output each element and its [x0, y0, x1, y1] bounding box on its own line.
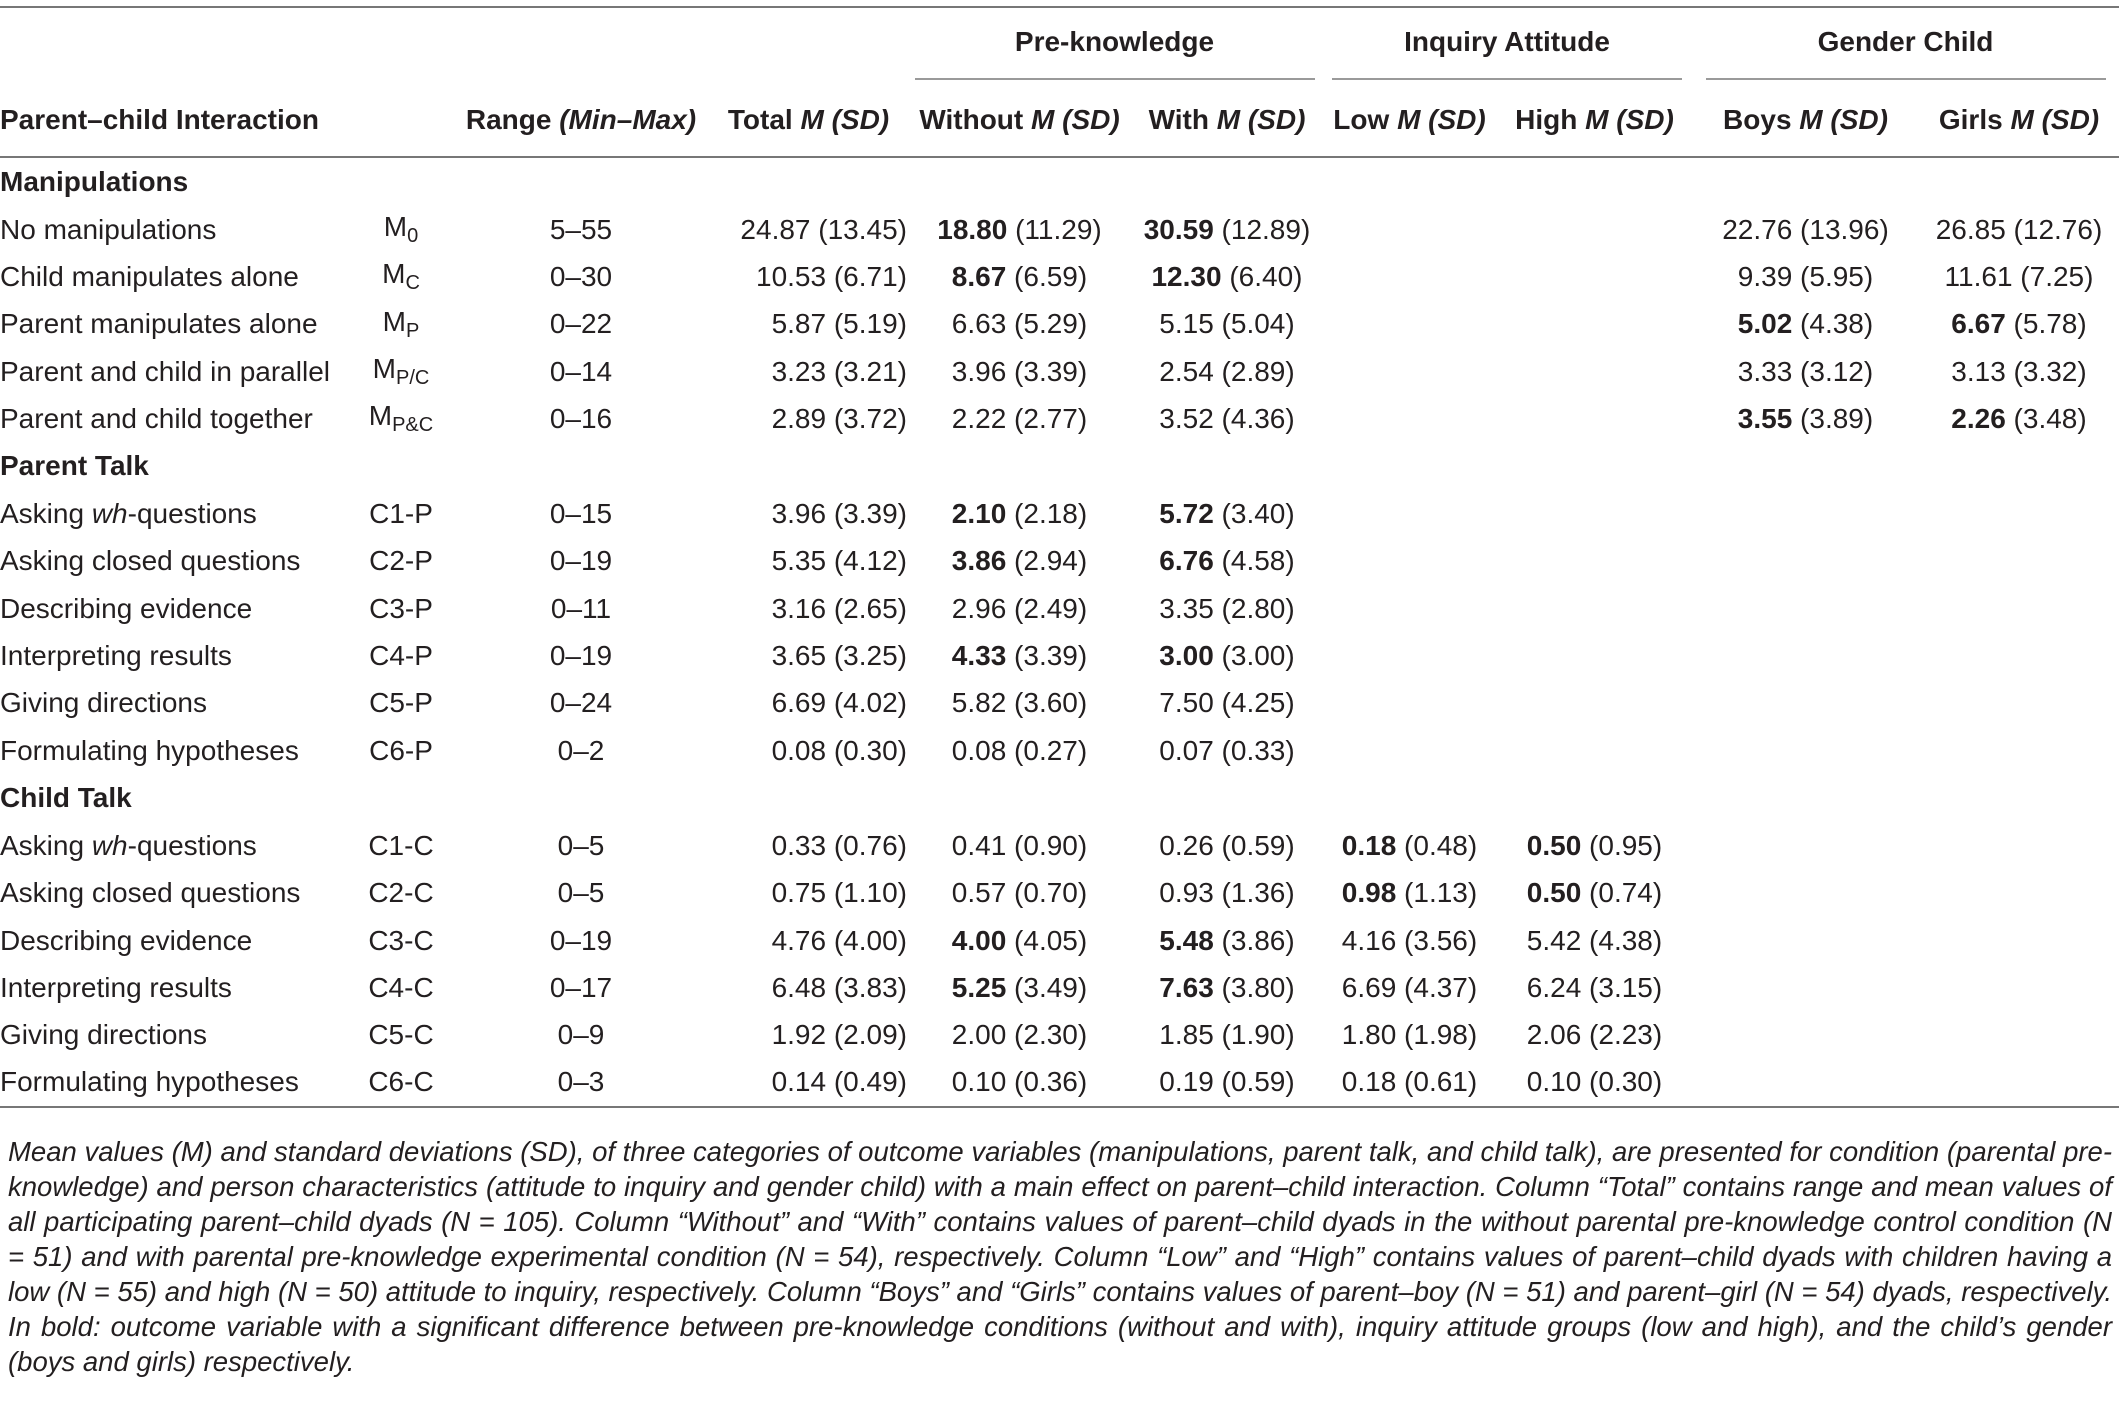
- range-cell: 0–5: [557, 877, 605, 909]
- total-cell: 3.16 (2.65): [771, 592, 907, 624]
- high-cell: [1497, 538, 1692, 585]
- table-row: [0, 301, 2119, 348]
- table-row: [0, 1011, 2119, 1058]
- total-cell: 5.35 (4.12): [771, 545, 907, 577]
- without-cell: 0.57 (0.70): [951, 877, 1088, 909]
- low-cell: [1322, 490, 1497, 537]
- without-cell: 0.10 (0.36): [907, 1059, 1132, 1107]
- table-row: [0, 585, 2119, 632]
- boys-cell: [1692, 680, 1919, 727]
- range-cell: 0–15: [549, 498, 613, 530]
- low-cell: [1322, 538, 1497, 585]
- section-row: [0, 442, 2119, 490]
- without-cell: 0.08 (0.27): [951, 734, 1088, 766]
- range-cell: 0–2: [557, 734, 605, 766]
- girls-cell: [1919, 917, 2119, 964]
- row-label: Asking wh-questions: [0, 498, 257, 530]
- high-cell: 5.42 (4.38): [1526, 924, 1663, 956]
- high-cell: [1497, 348, 1692, 395]
- row-label: Asking wh-questions: [0, 829, 257, 861]
- range-cell: 0–22: [549, 308, 613, 340]
- total-cell: 5.87 (5.19): [771, 308, 907, 340]
- low-cell: [1322, 632, 1497, 679]
- row-label: Parent and child together: [0, 402, 313, 434]
- row-label: Parent and child in parallel: [0, 355, 330, 387]
- girls-cell: [1919, 490, 2119, 537]
- low-cell: 1.80 (1.98): [1341, 1019, 1478, 1051]
- table-row: [0, 253, 2119, 300]
- range-cell: 0–11: [550, 592, 612, 624]
- high-cell: 0.50 (0.74): [1526, 877, 1663, 909]
- girls-cell: [1919, 538, 2119, 585]
- row-code: C4-P: [369, 640, 433, 672]
- table-row: [0, 395, 2119, 442]
- with-cell: 3.52 (4.36): [1159, 402, 1295, 434]
- girls-cell: [1919, 1059, 2119, 1107]
- table-row: [0, 206, 2119, 253]
- without-cell: 2.22 (2.77): [951, 402, 1088, 434]
- table-row: [0, 632, 2119, 679]
- with-cell: 6.76 (4.58): [1159, 545, 1295, 577]
- low-cell: [1322, 206, 1497, 253]
- range-cell: 0–19: [549, 640, 613, 672]
- section-title: Child Talk: [0, 782, 132, 814]
- low-cell: 0.18 (0.48): [1341, 829, 1478, 861]
- low-cell: [1322, 348, 1497, 395]
- range-cell: 5–55: [549, 213, 613, 245]
- without-cell: 3.86 (2.94): [951, 545, 1088, 577]
- boys-cell: [1692, 538, 1919, 585]
- high-cell: 0.10 (0.30): [1497, 1059, 1692, 1107]
- with-cell: 7.63 (3.80): [1159, 971, 1295, 1003]
- group-gender-child: Gender Child: [1706, 12, 2106, 80]
- with-cell: 0.26 (0.59): [1159, 829, 1295, 861]
- row-code: C1-P: [369, 498, 433, 530]
- with-cell: 12.30 (6.40): [1151, 260, 1303, 292]
- row-label: Interpreting results: [0, 971, 232, 1003]
- boys-cell: 9.39 (5.95): [1737, 260, 1874, 292]
- col-boys: Boys M (SD): [1692, 84, 1919, 157]
- with-cell: 0.19 (0.59): [1132, 1059, 1322, 1107]
- boys-cell: [1692, 490, 1919, 537]
- high-cell: [1497, 206, 1692, 253]
- col-girls: Girls M (SD): [1919, 84, 2119, 157]
- range-cell: 0–14: [549, 355, 613, 387]
- low-cell: [1322, 680, 1497, 727]
- row-code: $M_P$: [382, 305, 420, 342]
- col-with: With M (SD): [1132, 84, 1322, 157]
- without-cell: 2.10 (2.18): [951, 498, 1088, 530]
- row-label: Giving directions: [0, 687, 207, 719]
- table-row: [0, 727, 2119, 774]
- high-cell: [1497, 680, 1692, 727]
- row-code: $M_{P/C}$: [372, 353, 430, 390]
- table-row: [0, 348, 2119, 395]
- low-cell: [1322, 395, 1497, 442]
- total-cell: 24.87 (13.45): [740, 213, 907, 245]
- low-cell: 4.16 (3.56): [1341, 924, 1478, 956]
- range-cell: 0–9: [557, 1019, 605, 1051]
- table-row: [0, 538, 2119, 585]
- without-cell: 5.25 (3.49): [951, 971, 1088, 1003]
- section-title: Manipulations: [0, 166, 189, 197]
- low-cell: 0.98 (1.13): [1341, 877, 1478, 909]
- total-cell: 3.23 (3.21): [771, 355, 907, 387]
- row-code: C2-C: [368, 877, 434, 909]
- col-total: Total M (SD): [710, 84, 907, 157]
- column-header-row: [0, 84, 2119, 157]
- without-cell: 2.00 (2.30): [951, 1019, 1088, 1051]
- with-cell: 5.48 (3.86): [1159, 924, 1295, 956]
- total-cell: 0.08 (0.30): [771, 734, 907, 766]
- low-cell: 6.69 (4.37): [1341, 971, 1478, 1003]
- high-cell: [1497, 253, 1692, 300]
- with-cell: 3.35 (2.80): [1159, 592, 1295, 624]
- with-cell: 1.85 (1.90): [1159, 1019, 1295, 1051]
- without-cell: 8.67 (6.59): [951, 260, 1088, 292]
- row-label: Asking closed questions: [0, 877, 301, 909]
- without-cell: 4.00 (4.05): [951, 924, 1088, 956]
- without-cell: 0.41 (0.90): [951, 829, 1088, 861]
- table-row: [0, 870, 2119, 917]
- low-cell: 0.18 (0.61): [1322, 1059, 1497, 1107]
- without-cell: 5.82 (3.60): [951, 687, 1088, 719]
- group-inquiry-attitude: Inquiry Attitude: [1332, 12, 1682, 80]
- low-cell: [1322, 253, 1497, 300]
- with-cell: 5.15 (5.04): [1159, 308, 1295, 340]
- row-label: Formulating hypotheses: [0, 734, 299, 766]
- girls-cell: [1919, 822, 2119, 869]
- total-cell: 6.48 (3.83): [771, 971, 907, 1003]
- boys-cell: [1692, 585, 1919, 632]
- total-cell: 4.76 (4.00): [771, 924, 907, 956]
- row-code: C3-P: [369, 592, 433, 624]
- total-cell: 3.96 (3.39): [771, 498, 907, 530]
- row-label: Describing evidence: [0, 924, 253, 956]
- table-row: [0, 680, 2119, 727]
- girls-cell: 3.13 (3.32): [1951, 355, 2087, 387]
- table-row: [0, 822, 2119, 869]
- range-cell: 0–5: [557, 829, 605, 861]
- row-label: Child manipulates alone: [0, 260, 299, 292]
- girls-cell: 26.85 (12.76): [1935, 213, 2103, 245]
- high-cell: 0.50 (0.95): [1526, 829, 1663, 861]
- high-cell: [1497, 727, 1692, 774]
- without-cell: 2.96 (2.49): [951, 592, 1088, 624]
- range-cell: 0–3: [452, 1059, 710, 1107]
- girls-cell: 11.61 (7.25): [1944, 260, 2094, 292]
- boys-cell: [1692, 727, 1919, 774]
- row-label: Parent manipulates alone: [0, 308, 318, 340]
- total-cell: 3.65 (3.25): [771, 640, 907, 672]
- high-cell: [1497, 490, 1692, 537]
- high-cell: [1497, 301, 1692, 348]
- section-title: Parent Talk: [0, 450, 149, 482]
- col-high: High M (SD): [1497, 84, 1692, 157]
- table-row: [0, 1059, 2119, 1107]
- row-label: Formulating hypotheses: [0, 1059, 350, 1107]
- with-cell: 0.93 (1.36): [1159, 877, 1295, 909]
- col-interaction: Parent–child Interaction: [0, 84, 452, 157]
- low-cell: [1322, 585, 1497, 632]
- girls-cell: [1919, 680, 2119, 727]
- row-label: Interpreting results: [0, 640, 232, 672]
- girls-cell: 2.26 (3.48): [1951, 402, 2087, 434]
- range-cell: 0–16: [549, 402, 613, 434]
- boys-cell: [1692, 917, 1919, 964]
- row-code: C1-C: [368, 829, 434, 861]
- row-label: Giving directions: [0, 1019, 207, 1051]
- girls-cell: [1919, 727, 2119, 774]
- row-code: C6-P: [369, 734, 433, 766]
- col-range: Range (Min–Max): [452, 84, 710, 157]
- with-cell: 2.54 (2.89): [1159, 355, 1295, 387]
- boys-cell: [1692, 870, 1919, 917]
- col-without: Without M (SD): [907, 84, 1132, 157]
- table-footnote: Mean values (M) and standard deviations (SD), of three categories of outcome variables (manipulations, parent talk, and child talk), are presented for condition (parental pre-knowledge) and person characteristics (attitude to inquiry and gender child) with a main effect on parent–child interaction. Column “Total” contains range and mean values of all participating parent–child dyads (N = 105). Column “Without” and “With” contains values of parent–child dyads in the without parental pre-knowledge control condition (N = 51) and with parental pre-knowledge experimental condition (N = 54), respectively. Column “Low” and “High” contains values of parent–child dyads with children having a low (N = 55) and high (N = 50) attitude to inquiry, respectively. Column “Boys” and “Girls” contains values of parent–boy (N = 51) and parent–girl (N = 54) dyads, respectively. In bold: outcome variable with a significant difference between pre-knowledge conditions (without and with), inquiry attitude groups (low and high), and the child’s gender (boys and girls) respectively.: [8, 1136, 2112, 1377]
- without-cell: 18.80 (11.29): [937, 213, 1102, 245]
- row-label: No manipulations: [0, 213, 217, 245]
- section-row: [0, 774, 2119, 822]
- total-cell: 10.53 (6.71): [756, 260, 907, 292]
- without-cell: 3.96 (3.39): [951, 355, 1088, 387]
- boys-cell: 3.33 (3.12): [1737, 355, 1874, 387]
- row-label: Describing evidence: [0, 592, 253, 624]
- row-label: Asking closed questions: [0, 545, 301, 577]
- high-cell: 2.06 (2.23): [1526, 1019, 1663, 1051]
- low-cell: [1322, 301, 1497, 348]
- section-row: [0, 157, 2119, 206]
- table-body: [0, 157, 2119, 1107]
- range-cell: 0–24: [549, 687, 613, 719]
- with-cell: 7.50 (4.25): [1159, 687, 1295, 719]
- group-pre-knowledge: Pre-knowledge: [915, 12, 1315, 80]
- girls-cell: [1919, 964, 2119, 1011]
- high-cell: [1497, 632, 1692, 679]
- row-code: $M_C$: [382, 258, 420, 295]
- table-row: [0, 964, 2119, 1011]
- boys-cell: [1692, 1059, 1919, 1107]
- high-cell: [1497, 585, 1692, 632]
- group-header-row: [0, 7, 2119, 84]
- range-cell: 0–30: [549, 260, 613, 292]
- with-cell: 3.00 (3.00): [1159, 640, 1295, 672]
- high-cell: 6.24 (3.15): [1526, 971, 1663, 1003]
- row-code: C4-C: [368, 971, 434, 1003]
- boys-cell: 5.02 (4.38): [1737, 308, 1874, 340]
- boys-cell: [1692, 822, 1919, 869]
- range-cell: 0–19: [549, 924, 613, 956]
- total-cell: 0.14 (0.49): [710, 1059, 907, 1107]
- girls-cell: [1919, 632, 2119, 679]
- range-cell: 0–19: [549, 545, 613, 577]
- table-row: [0, 490, 2119, 537]
- girls-cell: [1919, 585, 2119, 632]
- with-cell: 0.07 (0.33): [1159, 734, 1295, 766]
- girls-cell: [1919, 1011, 2119, 1058]
- row-code: C6-C: [350, 1059, 452, 1107]
- boys-cell: 22.76 (13.96): [1722, 213, 1889, 245]
- results-table: [0, 6, 2119, 1108]
- row-code: $M_0$: [383, 211, 419, 248]
- table-row: [0, 917, 2119, 964]
- without-cell: 6.63 (5.29): [951, 308, 1088, 340]
- row-code: C3-C: [368, 924, 434, 956]
- boys-cell: [1692, 1011, 1919, 1058]
- total-cell: 1.92 (2.09): [771, 1019, 907, 1051]
- total-cell: 0.75 (1.10): [771, 877, 907, 909]
- total-cell: 6.69 (4.02): [771, 687, 907, 719]
- row-code: C2-P: [369, 545, 433, 577]
- with-cell: 30.59 (12.89): [1143, 213, 1311, 245]
- low-cell: [1322, 727, 1497, 774]
- row-code: C5-C: [368, 1019, 434, 1051]
- total-cell: 0.33 (0.76): [771, 829, 907, 861]
- row-code: C5-P: [369, 687, 433, 719]
- without-cell: 4.33 (3.39): [951, 640, 1088, 672]
- high-cell: [1497, 395, 1692, 442]
- row-code: $M_{P\&C}$: [368, 400, 434, 437]
- boys-cell: 3.55 (3.89): [1737, 402, 1874, 434]
- girls-cell: 6.67 (5.78): [1951, 308, 2087, 340]
- boys-cell: [1692, 632, 1919, 679]
- col-low: Low M (SD): [1322, 84, 1497, 157]
- total-cell: 2.89 (3.72): [771, 402, 907, 434]
- range-cell: 0–17: [549, 971, 613, 1003]
- boys-cell: [1692, 964, 1919, 1011]
- with-cell: 5.72 (3.40): [1159, 498, 1295, 530]
- girls-cell: [1919, 870, 2119, 917]
